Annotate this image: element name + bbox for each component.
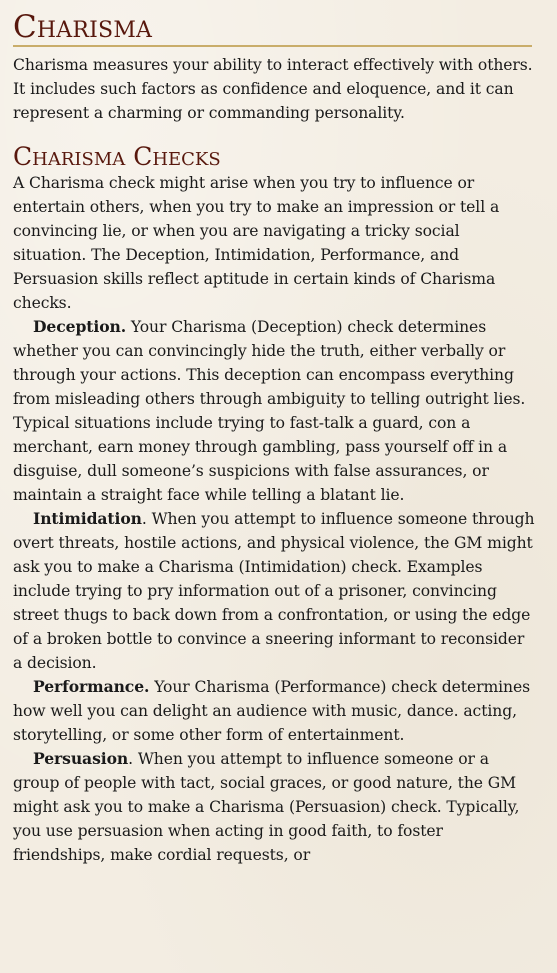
skill-deception-name: Deception. <box>33 317 127 336</box>
skill-deception-text: Your Charisma (Deception) check determines whether you can convincingly hide the truth, either verbally or through your actions. This deception can encompass everything from misleading others through ambiguity to telling outright lies. Typical situations include trying to fast-talk a guard, con a merchant, earn money through gambling, pass yourself off in a disguise, dull someone’s suspicions with false assurances, or maintain a straight face while telling a blatant lie. <box>13 318 526 504</box>
skill-performance-text: Your Charisma (Performance) check determines how well you can delight an audience with music, dance. acting, storytelling, or some other form of entertainment. <box>13 678 531 744</box>
skill-performance-paragraph <box>13 675 537 747</box>
skill-persuasion-paragraph <box>13 747 537 867</box>
skill-performance-name: Performance. <box>33 677 150 696</box>
skill-deception-paragraph <box>13 315 537 507</box>
page-title: Charisma <box>13 10 532 47</box>
skill-intimidation-paragraph <box>13 507 537 675</box>
checks-intro-paragraph: A Charisma check might arise when you try to influence or entertain others, when you try to make an impression or tell a convincing lie, or when you are navigating a tricky social situation. The Deception, Intimidation, Performance, and Persuasion skills reflect aptitude in certain kinds of Charisma checks. <box>13 174 500 312</box>
section-heading-charisma-checks: Charisma Checks <box>13 142 221 171</box>
skill-intimidation-name: Intimidation <box>33 509 142 528</box>
intro-paragraph: Charisma measures your ability to interact effectively with others. It includes such factors as confidence and eloquence, and it can represent a charming or commanding personality. <box>13 56 533 122</box>
skill-intimidation-text: . When you attempt to influence someone through overt threats, hostile actions, and physical violence, the GM might ask you to make a Charisma (Intimidation) check. Examples include trying to pry information out of a prisoner, convincing street thugs to back down from a confrontation, or using the edge of a broken bottle to convince a sneering informant to reconsider a decision. <box>13 510 535 672</box>
skill-persuasion-text: . When you attempt to influence someone or a group of people with tact, social graces, or good nature, the GM might ask you to make a Charisma (Persuasion) check. Typically, you use persuasion when acting in good faith, to foster friendships, make cordial requests, or <box>13 750 520 864</box>
skill-persuasion-name: Persuasion <box>33 749 129 768</box>
